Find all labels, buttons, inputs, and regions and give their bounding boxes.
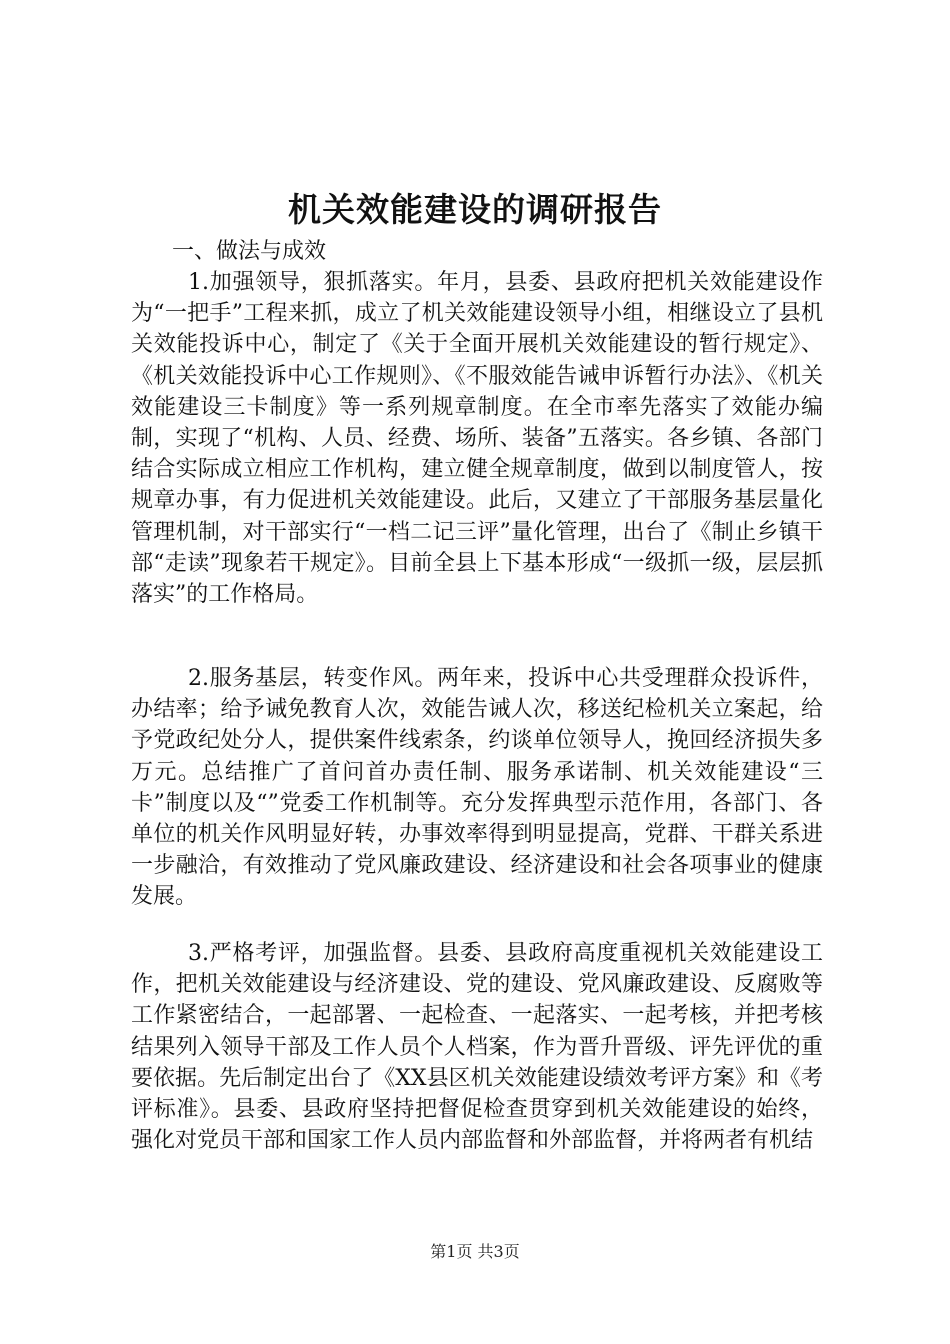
section-heading: 一、做法与成效 — [172, 239, 327, 264]
paragraph-leadership: 1.加强领导，狠抓落实。年月，县委、县政府把机关效能建设作为“一把手”工程来抓，成立了机关效能建设领导小组，相继设立了县机关效能投诉中心，制定了《关于全面开展机关效能建设的暂行规定》、《机关效能投诉中心工作规则》、《不服效能告诫申诉暂行办法》、《机关效能建设三卡制度》等一系列规章制度。在全市率先落实了效能办编制，实现了“机构、人员、经费、场所、装备”五落实。各乡镇、各部门结合实际成立相应工作机构，建立健全规章制度，做到以制度管人，按规章办事，有力促进机关效能建设。此后，又建立了干部服务基层量化管理机制，对干部实行“一档二记三评”量化管理，出台了《制止乡镇干部“走读”现象若干规定》。目前全县上下基本形成“一级抓一级，层层抓落实”的工作格局。 — [131, 270, 823, 608]
document-title: 机关效能建设的调研报告 — [288, 190, 662, 229]
page-number-footer: 第1页 共3页 — [430, 1242, 520, 1261]
paragraph-service: 2.服务基层，转变作风。两年来，投诉中心共受理群众投诉件，办结率；给予诫免教育人次，效能告诫人次，移送纪检机关立案起，给予党政纪处分人，提供案件线索条，约谈单位领导人，挽回经济损失多万元。总结推广了首问首办责任制、服务承诺制、机关效能建设“三卡”制度以及“”党委工作机制等。充分发挥典型示范作用，各部门、各单位的机关作风明显好转，办事效率得到明显提高，党群、干群关系进一步融洽，有效推动了党风廉政建设、经济建设和社会各项事业的健康发展。 — [131, 666, 823, 910]
paragraph-evaluation: 3.严格考评，加强监督。县委、县政府高度重视机关效能建设工作，把机关效能建设与经济建设、党的建设、党风廉政建设、反腐败等工作紧密结合，一起部署、一起检查、一起落实、一起考核，并把考核结果列入领导干部及工作人员个人档案，作为晋升晋级、评先评优的重要依据。先后制定出台了《XX县区机关效能建设绩效考评方案》和《考评标准》。县委、县政府坚持把督促检查贯穿到机关效能建设的始终，强化对党员干部和国家工作人员内部监督和外部监督，并将两者有机结 — [131, 941, 823, 1154]
